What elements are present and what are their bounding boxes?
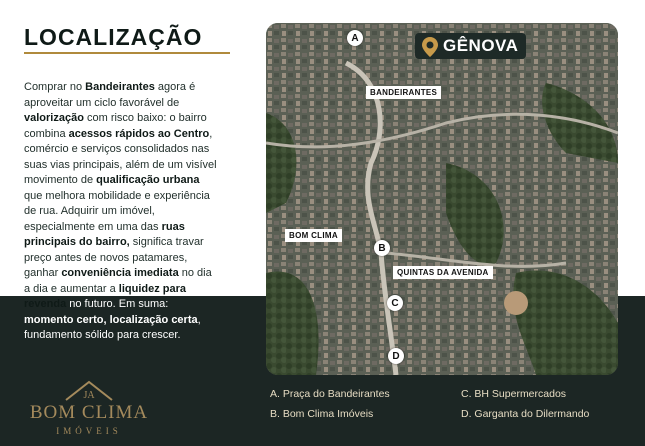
body-text-run: no futuro. Em suma: bbox=[66, 298, 169, 310]
body-text-run: no dia a dia e aumentar a bbox=[24, 267, 212, 295]
map-imagery bbox=[266, 23, 618, 375]
body-text-bold: acessos rápidos ao Centro bbox=[68, 127, 210, 140]
legend-item-a: A. Praça do Bandeirantes bbox=[270, 388, 390, 400]
body-text-run: que melhora mobilidade e experiência de rua. Adquirir um imóvel, especialmente em uma das bbox=[24, 189, 210, 233]
body-text-run: agora é aproveitar um ciclo favorável de bbox=[24, 81, 196, 109]
body-text-bold: valorização bbox=[24, 112, 84, 124]
label-bandeirantes: BANDEIRANTES bbox=[366, 86, 441, 99]
legend-item-d: D. Garganta do Dilermando bbox=[461, 408, 590, 420]
body-text-bold: momento certo, localização certa bbox=[24, 313, 198, 326]
label-bom-clima: BOM CLIMA bbox=[285, 229, 342, 242]
body-text-run: com risco baixo: o bairro combina bbox=[24, 112, 207, 140]
title-divider bbox=[24, 52, 230, 54]
body-text-bold: liquidez para revenda bbox=[24, 282, 187, 310]
body-text-run: , comércio e serviços consolidados nas suas vias principais, além de um visível movimento de bbox=[24, 127, 217, 186]
body-text-run: Comprar no bbox=[24, 81, 86, 93]
body-text-run: significa travar preço antes de novos patamares, ganhar bbox=[24, 236, 204, 279]
body-text-run: , fundamento sólido para crescer. bbox=[24, 313, 201, 341]
marker-d: D bbox=[388, 348, 404, 364]
body-text-bold: Bandeirantes bbox=[85, 81, 155, 93]
company-logo bbox=[14, 378, 164, 440]
logo-name: BOM CLIMA bbox=[29, 402, 149, 423]
marker-a: A bbox=[347, 30, 363, 46]
satellite-map bbox=[266, 23, 618, 375]
marker-b: B bbox=[374, 240, 390, 256]
location-pin-icon bbox=[421, 36, 439, 58]
body-text-bold: conveniência imediata bbox=[61, 267, 179, 279]
label-quintas-da-avenida: QUINTAS DA AVENIDA bbox=[393, 266, 493, 279]
section-title: LOCALIZAÇÃO bbox=[24, 24, 203, 50]
legend-item-c: C. BH Supermercados bbox=[461, 388, 567, 400]
description-paragraph bbox=[24, 80, 220, 344]
logo-subtitle: IMÓVEIS bbox=[56, 426, 122, 436]
body-text-bold: ruas principais do bairro, bbox=[24, 220, 185, 248]
badge-label: GÊNOVA bbox=[443, 36, 519, 55]
logo-initials: JA bbox=[83, 390, 95, 401]
genova-badge bbox=[415, 33, 526, 59]
roof-logo-icon bbox=[64, 378, 114, 404]
legend-item-b: B. Bom Clima Imóveis bbox=[270, 408, 374, 420]
body-text-bold: qualificação urbana bbox=[96, 174, 200, 186]
marker-c: C bbox=[387, 295, 403, 311]
